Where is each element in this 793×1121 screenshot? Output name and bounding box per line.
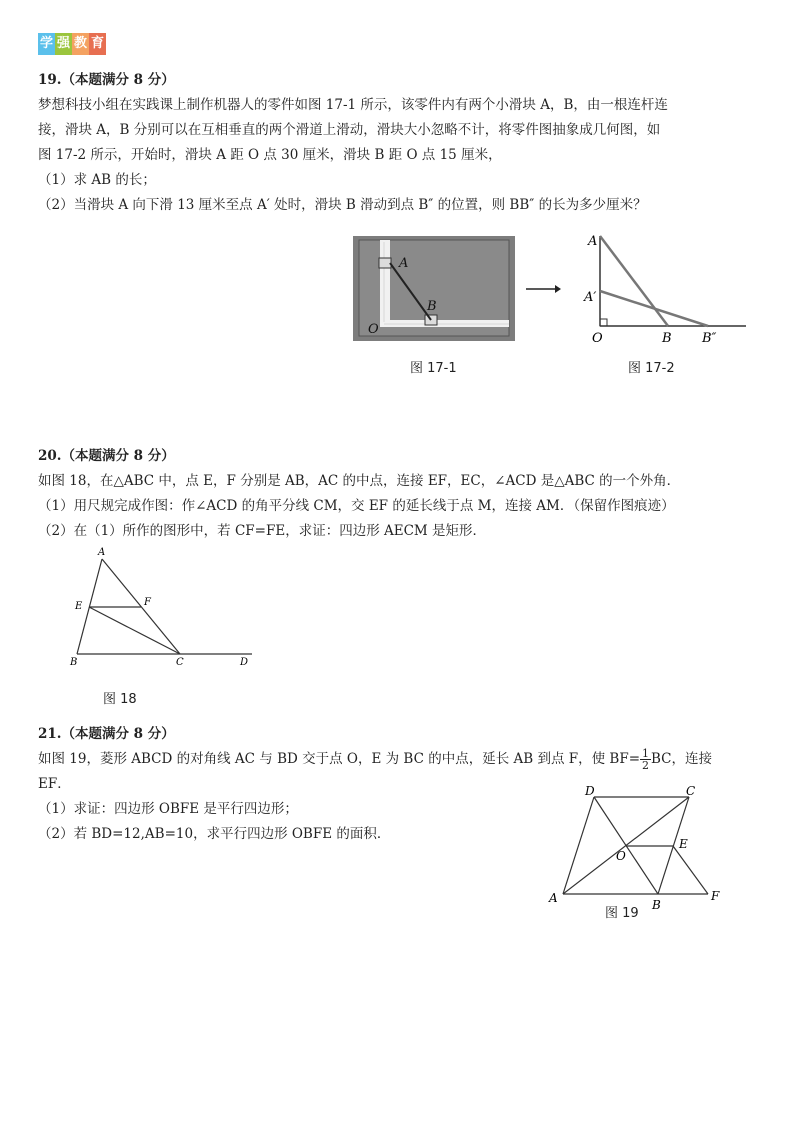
label-e: E (679, 837, 688, 851)
question-text: 如图 18，在△ABC 中，点 E，F 分别是 AB，AC 的中点，连接 EF，EC，∠ACD 是△ABC 的一个外角． (38, 473, 681, 489)
figure-17-1 (353, 236, 515, 341)
label-o: O (368, 322, 379, 337)
figure-caption: 图 19 (605, 906, 639, 921)
question-20 (38, 444, 738, 544)
brand-logo (38, 33, 106, 55)
label-f: F (711, 889, 720, 903)
label-a: A (98, 547, 106, 558)
figure-17-2 (580, 228, 750, 348)
figure-18 (62, 544, 262, 674)
figure-caption: 图 17-1 (410, 361, 457, 376)
label-b: B (652, 898, 661, 912)
label-b: B (662, 331, 672, 346)
question-text: EF． (38, 776, 71, 792)
question-title: 19.（本题满分 8 分） (38, 72, 175, 88)
label-a-prime: A′ (584, 290, 597, 305)
question-19 (38, 68, 738, 218)
question-title: 21.（本题满分 8 分） (38, 726, 175, 742)
question-text: 图 17-2 所示，开始时，滑块 A 距 O 点 30 厘米，滑块 B 距 O 点 15 厘米， (38, 147, 502, 163)
figure-19 (545, 782, 725, 922)
fraction (640, 748, 651, 771)
sub-question-1: （1）求证：四边形 OBFE 是平行四边形； (38, 801, 298, 817)
sub-question-1: （1）用尺规完成作图：作∠ACD 的角平分线 CM，交 EF 的延长线于点 M，连接 AM．（保留作图痕迹） (38, 498, 675, 514)
logo-char: 强 (55, 33, 72, 55)
label-o: O (592, 331, 603, 346)
label-d: D (585, 784, 595, 798)
logo-char: 育 (89, 33, 106, 55)
label-d: D (240, 657, 249, 668)
question-text-part: 如图 19，菱形 ABCD 的对角线 AC 与 BD 交于点 O，E 为 BC 的中点，延长 AB 到点 F，使 BF= (38, 751, 641, 767)
label-b: B (427, 299, 437, 314)
label-a: A (399, 256, 409, 271)
fraction-numerator: 1 (642, 747, 650, 760)
question-text-part: BC，连接 (651, 751, 713, 767)
label-e: E (75, 601, 83, 612)
sub-question-2: （2）若 BD=12,AB=10，求平行四边形 OBFE 的面积． (38, 826, 391, 842)
fraction-denominator: 2 (642, 759, 650, 772)
sub-question-2: （2）当滑块 A 向下滑 13 厘米至点 A′ 处时，滑块 B 滑动到点 B″ 的位置，则 BB″ 的长为多少厘米？ (38, 197, 647, 213)
label-o: O (616, 849, 626, 863)
sub-question-2: （2）在（1）所作的图形中，若 CF=FE，求证：四边形 AECM 是矩形． (38, 523, 487, 539)
logo-char: 学 (38, 33, 55, 55)
question-text (38, 747, 738, 772)
logo-char: 教 (72, 33, 89, 55)
label-b: B (70, 657, 78, 668)
sub-question-1: （1）求 AB 的长； (38, 172, 156, 188)
question-text: 梦想科技小组在实践课上制作机器人的零件如图 17-1 所示，该零件内有两个小滑块 A，B，由一根连杆连 (38, 97, 668, 113)
label-b-double-prime: B″ (702, 331, 717, 346)
arrow-icon (525, 282, 561, 296)
label-f: F (144, 597, 151, 608)
label-a: A (549, 891, 558, 905)
question-title: 20.（本题满分 8 分） (38, 448, 175, 464)
label-c: C (686, 784, 696, 798)
label-c: C (176, 657, 184, 668)
figure-caption: 图 18 (103, 692, 137, 707)
question-text: 接，滑块 A，B 分别可以在互相垂直的两个滑道上滑动，滑块大小忽略不计，将零件图抽象成几何图，如 (38, 122, 661, 138)
figure-caption: 图 17-2 (628, 361, 675, 376)
label-a: A (588, 234, 598, 249)
